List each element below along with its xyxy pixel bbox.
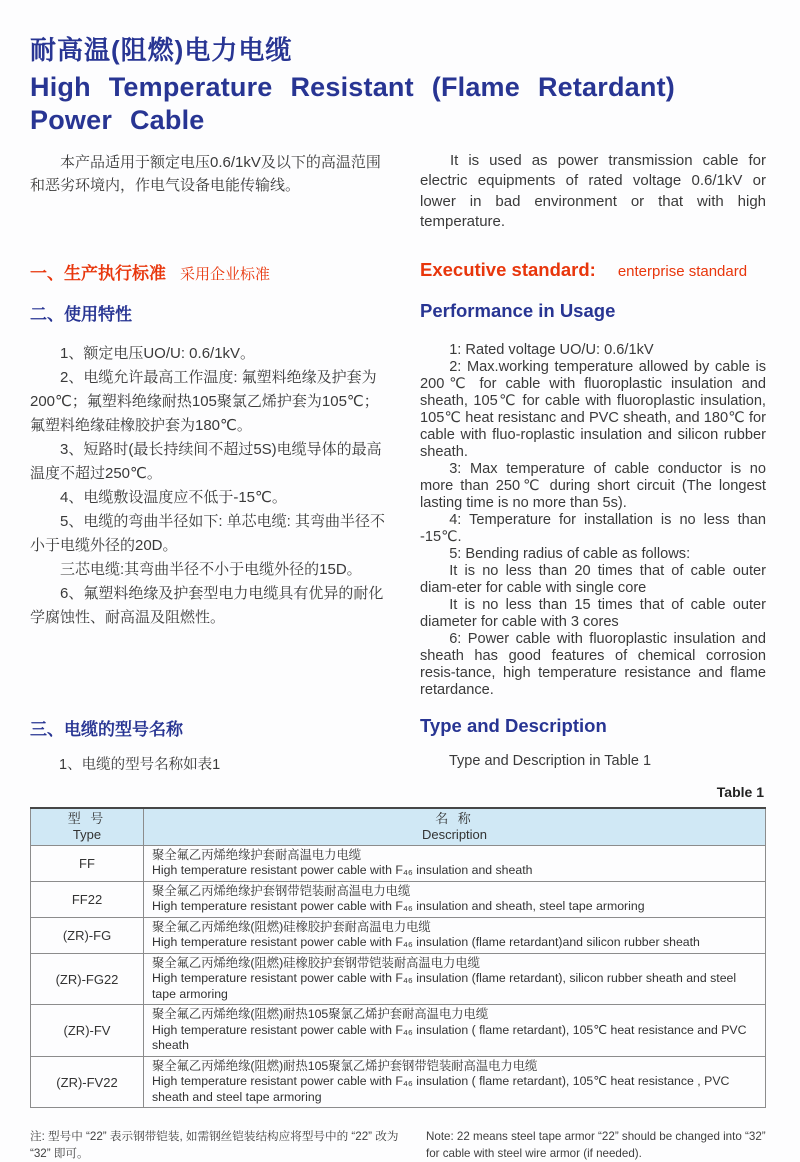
usage-heading-zh-cell [30,300,392,325]
description-en: High temperature resistant power cable with F₄₆ insulation ( flame retardant), 105℃ heat resistance and PVC sheath [152,1022,747,1053]
description-zh: 聚全氟乙丙烯绝缘(阻燃)耐热105聚氯乙烯护套钢带铠装耐高温电力电缆 [152,1058,538,1073]
standard-zh-cell [30,259,392,284]
usage-item-zh: 2、电缆允许最高工作温度: 氟塑料绝缘及护套为200℃；氟塑料绝缘耐热105聚氯乙烯护套为105℃；氟塑料绝缘硅橡胶护套为180℃。 [30,368,379,434]
footnotes [30,1129,766,1162]
page-title-en-line1: High Temperature Resistant (Flame Retardant) [30,71,675,102]
column-header-description [144,808,766,846]
usage-item-zh: 三芯电缆:其弯曲半径不小于电缆外径的15D。 [60,560,362,578]
usage-item-zh: 5、电缆的弯曲半径如下: 单芯电缆: 其弯曲半径不小于电缆外径的20D。 [30,512,386,554]
footnote-zh: 注: 型号中 “22” 表示钢带铠装, 如需钢丝铠装结构应将型号中的 “22” 改为 “32” 即可。 [30,1130,399,1160]
column-header-type-zh: 型 号 [67,810,107,826]
usage-items-zh [30,342,392,699]
usage-item-en: 3: Max temperature of cable conductor is no more than 250℃ during short circuit (The longest lasting time is no more than 5s). [420,460,766,511]
type-heading-zh-cell [30,715,392,740]
description-en: High temperature resistant power cable with F₄₆ insulation (flame retardant), silicon rubber sheath and steel tape armoring [152,971,737,1001]
description-en: High temperature resistant power cable with F₄₆ insulation and sheath, steel tape armoring [152,899,645,914]
usage-item-zh: 1、额定电压UO/U: 0.6/1kV。 [60,344,256,362]
cell-type: (ZR)-FV [31,1005,144,1057]
usage-item-en: 4: Temperature for installation is no less than -15℃. [420,511,766,545]
table-header-row [31,808,766,846]
usage-item-en: 5: Bending radius of cable as follows: [449,545,691,562]
standard-value-zh: 采用企业标准 [180,265,271,283]
table-row [31,953,766,1005]
column-header-description-zh: 名 称 [435,810,474,826]
type-heading-en-cell [420,715,766,740]
cell-description [144,881,766,917]
page-title-en-line2: Power Cable [30,104,205,135]
type-heading-en: Type and Description [420,714,607,736]
cell-description [144,845,766,881]
description-zh: 聚全氟乙丙烯绝缘护套耐高温电力电缆 [152,847,362,862]
page-title-en [30,71,766,137]
description-zh: 聚全氟乙丙烯绝缘(阻燃)硅橡胶护套耐高温电力电缆 [152,919,431,934]
type-sub-en: Type and Description in Table 1 [449,752,652,769]
description-en: High temperature resistant power cable with F₄₆ insulation and sheath [152,863,533,878]
footnote-en: Note: 22 means steel tape armor “22” should be changed into “32” for cable with steel wire armor (if needed). [426,1130,766,1160]
type-heading-zh: 三、电缆的型号名称 [30,719,183,739]
description-en: High temperature resistant power cable with F₄₆ insulation (flame retardant)and silicon rubber sheath [152,935,700,950]
cell-type: FF [31,845,144,881]
description-en: High temperature resistant power cable with F₄₆ insulation ( flame retardant), 105℃ heat resistance , PVC sheath and steel tape armoring [152,1074,730,1104]
cell-type: (ZR)-FV22 [31,1056,144,1108]
standard-heading-en: Executive standard: [420,258,596,280]
table-row [31,917,766,953]
usage-item-en: 6: Power cable with fluoroplastic insulation and sheath has good features of chemical corrosion resis-tance, high temperature resistance and flame retardance. [420,630,766,698]
page-header [30,36,766,137]
column-header-type-en: Type [72,826,102,842]
intro-zh-cell [30,151,392,233]
usage-heading-en-cell [420,300,766,325]
page-title-zh: 耐高温(阻燃)电力电缆 [30,35,293,65]
description-zh: 聚全氟乙丙烯绝缘护套钢带铠装耐高温电力电缆 [152,883,411,898]
usage-heading-en: Performance in Usage [420,299,616,321]
two-column-body [30,151,766,774]
cell-description [144,1056,766,1108]
usage-item-zh: 6、氟塑料绝缘及护套型电力电缆具有优异的耐化学腐蚀性、耐高温及阻燃性。 [30,584,384,626]
description-zh: 聚全氟乙丙烯绝缘(阻燃)硅橡胶护套钢带铠装耐高温电力电缆 [152,955,480,970]
cell-description [144,953,766,1005]
intro-paragraph-zh: 本产品适用于额定电压0.6/1kV及以下的高温范围和恶劣环境内，作电气设备电能传输线。 [30,153,381,194]
table-row [31,881,766,917]
usage-item-zh: 3、短路时(最长持续间不超过5S)电缆导体的最高温度不超过250℃。 [30,440,382,482]
column-header-description-en: Description [421,826,488,842]
column-header-type [31,808,144,846]
type-sub-zh-cell [30,753,392,774]
type-description-table [30,807,766,1109]
usage-items-en [420,342,766,699]
usage-item-zh: 4、电缆敷设温度应不低于-15℃。 [60,488,287,506]
standard-value-en: enterprise standard [617,262,748,280]
usage-item-en: It is no less than 20 times that of cable outer diam-eter for cable with single core [420,562,766,596]
cell-type: FF22 [31,881,144,917]
type-sub-en-cell [420,753,766,774]
cell-description [144,1005,766,1057]
table-row [31,845,766,881]
standard-heading-zh: 一、生产执行标准 [30,263,166,283]
table-caption: Table 1 [716,783,764,800]
usage-item-en: It is no less than 15 times that of cable outer diameter for cable with 3 cores [420,596,766,630]
cell-type: (ZR)-FG22 [31,953,144,1005]
usage-item-en: 1: Rated voltage UO/U: 0.6/1kV [449,341,654,358]
cell-description [144,917,766,953]
cell-type: (ZR)-FG [31,917,144,953]
description-zh: 聚全氟乙丙烯绝缘(阻燃)耐热105聚氯乙烯护套耐高温电力电缆 [152,1007,489,1022]
table-row [31,1005,766,1057]
usage-item-en: 2: Max.working temperature allowed by cable is 200℃ for cable with fluoroplastic insulation and sheath, 105℃ for cable with fluoroplastic insulation, 105℃ heat resistanc and PVC sheath, and 180℃ for cable with fluo-roplastic insulation and silicon rubber sheath. [420,358,766,460]
standard-en-cell [420,259,766,284]
intro-en-cell [420,151,766,233]
type-sub-zh: 1、电缆的型号名称如表1 [59,756,221,773]
usage-heading-zh: 二、使用特性 [30,304,132,324]
intro-paragraph-en: It is used as power transmission cable for electric equipments of rated voltage 0.6/1kV or lower in bad environment or that with high temperature. [420,151,766,231]
table-row [31,1056,766,1108]
